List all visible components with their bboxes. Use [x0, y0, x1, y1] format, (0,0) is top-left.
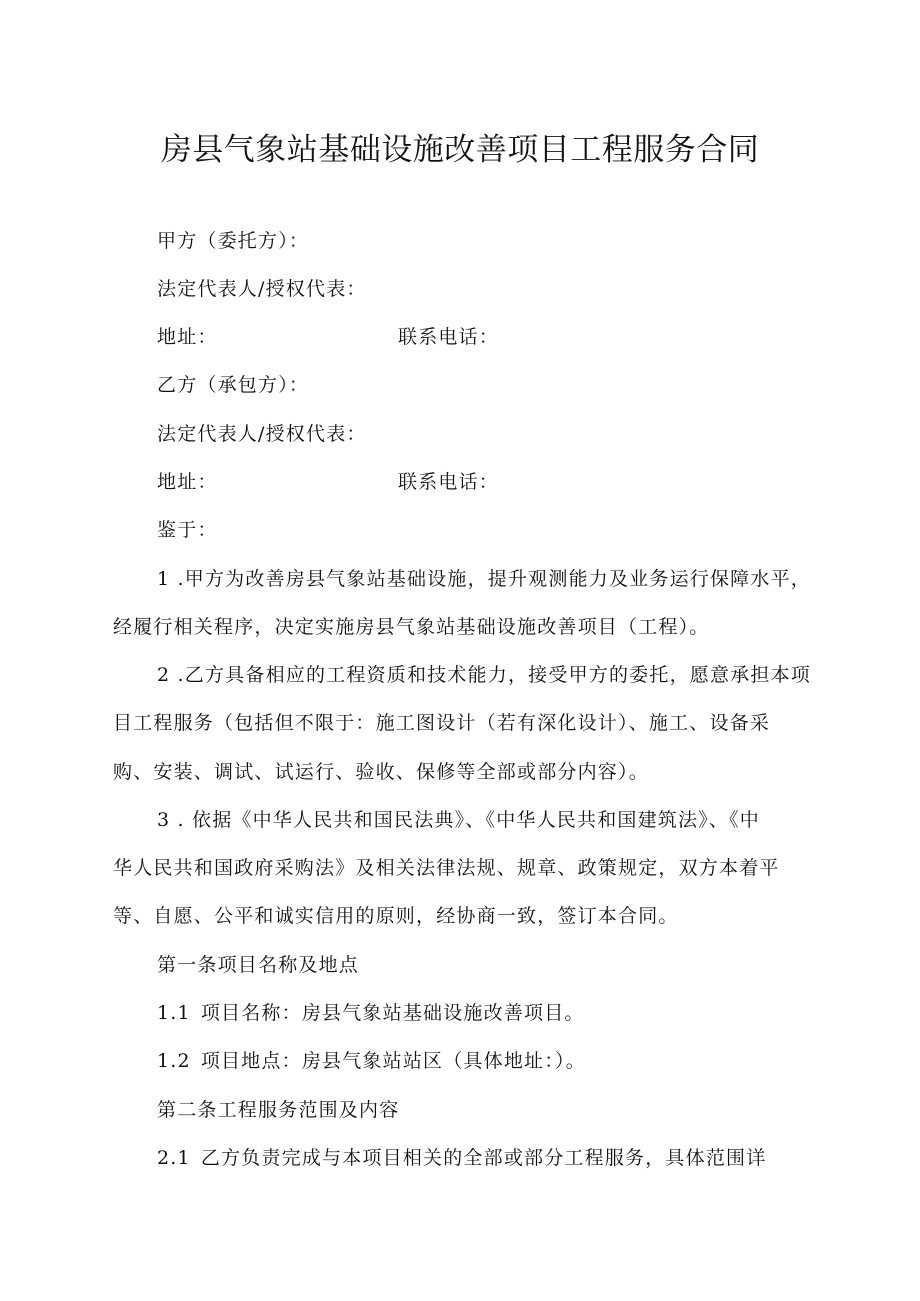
party-a-address-label: 地址： [157, 326, 218, 348]
party-b-phone-label: 联系电话： [398, 471, 500, 493]
recital-1-line-1: 1 .甲方为改善房县气象站基础设施，提升观测能力及业务运行保障水平， [157, 568, 811, 590]
whereas-label: 鉴于： [157, 519, 218, 541]
party-a-representative-label: 法定代表人/授权代表： [157, 278, 367, 300]
article-1-item-1 [157, 999, 585, 1027]
article-1-item-2 [157, 1047, 586, 1075]
party-a-label: 甲方（委托方）： [157, 230, 310, 252]
recital-3-line-3: 等、自愿、公平和诚实信用的原则，经协商一致，签订本合同。 [113, 905, 679, 927]
recital-2-line-2: 目工程服务（包括但不限于：施工图设计（若有深化设计）、施工、设备采 [113, 712, 771, 734]
recital-1-line-2: 经履行相关程序，决定实施房县气象站基础设施改善项目（工程）。 [113, 616, 710, 638]
article-1-heading: 第一条项目名称及地点 [157, 954, 360, 976]
recital-3-line-1: 3 . 依据《中华人民共和国民法典》、《中华人民共和国建筑法》、《中 [157, 809, 761, 831]
item-number: 1.2 [157, 1050, 191, 1072]
article-2-item-1 [157, 1144, 766, 1172]
item-text: 项目名称：房县气象站基础设施改善项目。 [200, 1002, 585, 1024]
item-number: 2.1 [157, 1147, 191, 1169]
article-2-heading: 第二条工程服务范围及内容 [157, 1099, 400, 1121]
party-a-phone-label: 联系电话： [398, 326, 500, 348]
item-text: 乙方负责完成与本项目相关的全部或部分工程服务，具体范围详 [200, 1147, 767, 1169]
party-b-representative-label: 法定代表人/授权代表： [157, 423, 367, 445]
recital-2-line-3: 购、安装、调试、试运行、验收、保修等全部或部分内容）。 [113, 761, 649, 783]
item-number: 1.1 [157, 1002, 191, 1024]
party-b-label: 乙方（承包方）： [157, 374, 310, 396]
party-b-address-label: 地址： [157, 471, 218, 493]
recital-2-line-1: 2 .乙方具备相应的工程资质和技术能力，接受甲方的委托，愿意承担本项 [157, 664, 811, 686]
document-title: 房县气象站基础设施改善项目工程服务合同 [160, 132, 760, 168]
item-text: 项目地点：房县气象站站区（具体地址：）。 [200, 1050, 586, 1072]
recital-3-line-2: 华人民共和国政府采购法》及相关法律法规、规章、政策规定，双方本着平 [113, 857, 780, 879]
